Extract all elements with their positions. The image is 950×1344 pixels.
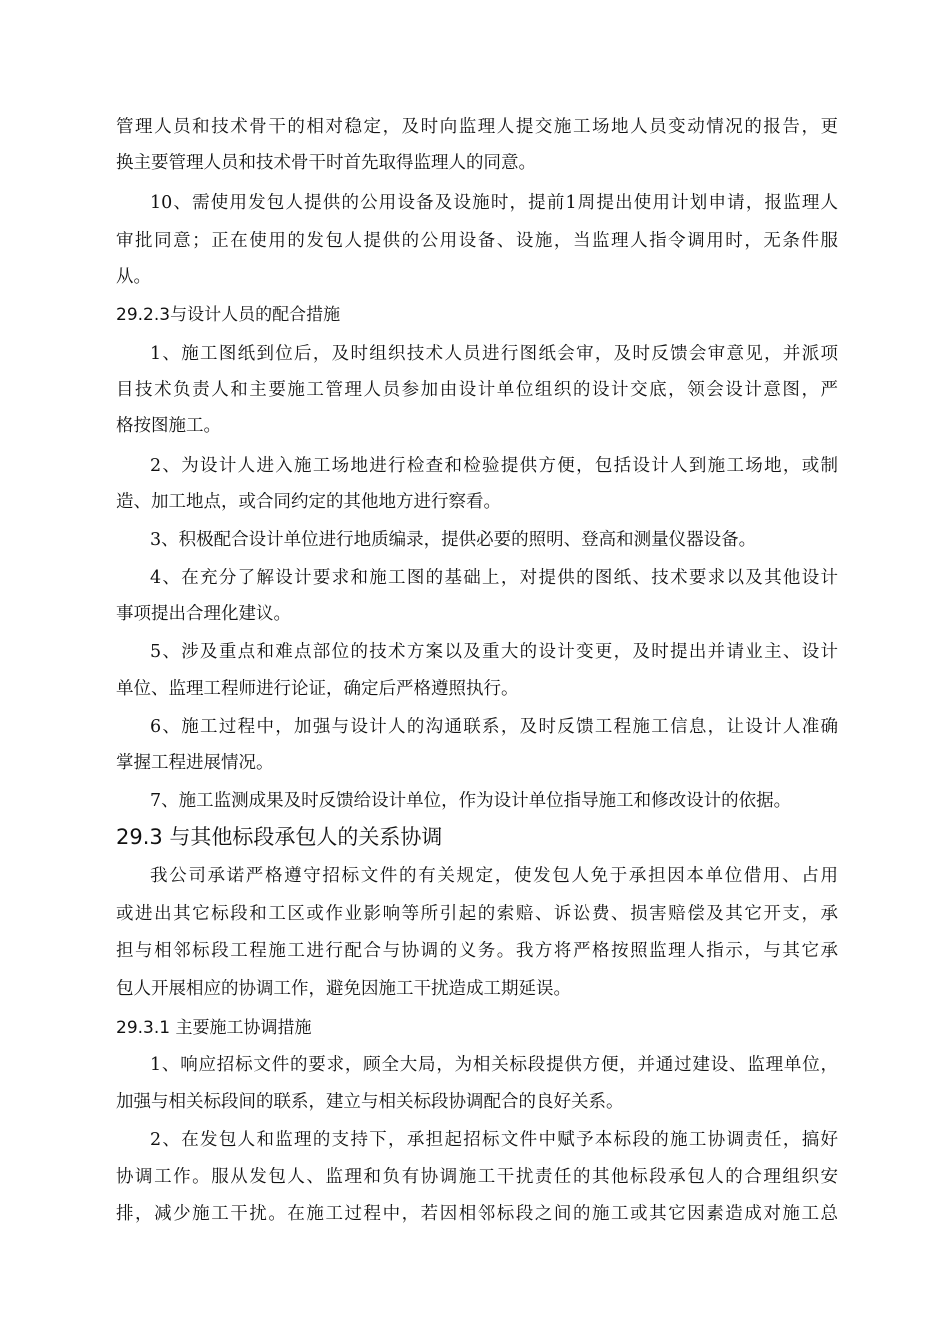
body-text-line: 4、在充分了解设计要求和施工图的基础上，对提供的图纸、技术要求以及其他设计 bbox=[150, 568, 838, 588]
body-text-line: 审批同意；正在使用的发包人提供的公用设备、设施，当监理人指令调用时，无条件服 bbox=[116, 231, 838, 251]
body-text-line: 7、施工监测成果及时反馈给设计单位，作为设计单位指导施工和修改设计的依据。 bbox=[150, 791, 792, 811]
body-text-line: 排，减少施工干扰。在施工过程中，若因相邻标段之间的施工或其它因素造成对施工总 bbox=[116, 1204, 838, 1224]
body-text-line: 5、涉及重点和难点部位的技术方案以及重大的设计变更，及时提出并请业主、设计 bbox=[150, 642, 838, 662]
body-text-line: 我公司承诺严格遵守招标文件的有关规定，使发包人免于承担因本单位借用、占用 bbox=[150, 866, 838, 886]
body-text-line: 事项提出合理化建议。 bbox=[116, 604, 291, 624]
body-text-line: 协调工作。服从发包人、监理和负有协调施工干扰责任的其他标段承包人的合理组织安 bbox=[116, 1167, 838, 1187]
body-text-line: 或进出其它标段和工区或作业影响等所引起的索赔、诉讼费、损害赔偿及其它开支，承 bbox=[116, 904, 838, 924]
body-text-line: 3、积极配合设计单位进行地质编录，提供必要的照明、登高和测量仪器设备。 bbox=[150, 530, 757, 550]
body-text-line: 加强与相关标段间的联系，建立与相关标段协调配合的良好关系。 bbox=[116, 1092, 624, 1112]
body-text-line: 担与相邻标段工程施工进行配合与协调的义务。我方将严格按照监理人指示，与其它承 bbox=[116, 941, 838, 961]
section-heading-29-2-3: 29.2.3与设计人员的配合措施 bbox=[116, 305, 341, 325]
body-text-line: 目技术负责人和主要施工管理人员参加由设计单位组织的设计交底，领会设计意图，严 bbox=[116, 380, 838, 400]
body-text-line: 2、在发包人和监理的支持下，承担起招标文件中赋予本标段的施工协调责任，搞好 bbox=[150, 1130, 838, 1150]
body-text-line: 2、为设计人进入施工场地进行检查和检验提供方便，包括设计人到施工场地，或制 bbox=[150, 456, 838, 476]
section-heading-29-3: 29.3 与其他标段承包人的关系协调 bbox=[116, 825, 443, 849]
body-text-line: 格按图施工。 bbox=[116, 416, 221, 436]
body-text-line: 单位、监理工程师进行论证，确定后严格遵照执行。 bbox=[116, 679, 519, 699]
body-text-line: 10、需使用发包人提供的公用设备及设施时，提前1周提出使用计划申请，报监理人 bbox=[150, 193, 838, 213]
body-text-line: 造、加工地点，或合同约定的其他地方进行察看。 bbox=[116, 492, 501, 512]
body-text-line: 换主要管理人员和技术骨干时首先取得监理人的同意。 bbox=[116, 153, 536, 173]
section-heading-29-3-1: 29.3.1 主要施工协调措施 bbox=[116, 1018, 312, 1038]
body-text-line: 掌握工程进展情况。 bbox=[116, 753, 274, 773]
body-text-line: 从。 bbox=[116, 267, 151, 287]
body-text-line: 管理人员和技术骨干的相对稳定，及时向监理人提交施工场地人员变动情况的报告，更 bbox=[116, 117, 838, 137]
body-text-line: 包人开展相应的协调工作，避免因施工干扰造成工期延误。 bbox=[116, 979, 571, 999]
body-text-line: 1、施工图纸到位后，及时组织技术人员进行图纸会审，及时反馈会审意见，并派项 bbox=[150, 344, 838, 364]
body-text-line: 6、施工过程中，加强与设计人的沟通联系，及时反馈工程施工信息，让设计人准确 bbox=[150, 717, 838, 737]
body-text-line: 1、响应招标文件的要求，顾全大局，为相关标段提供方便，并通过建设、监理单位， bbox=[150, 1055, 838, 1075]
